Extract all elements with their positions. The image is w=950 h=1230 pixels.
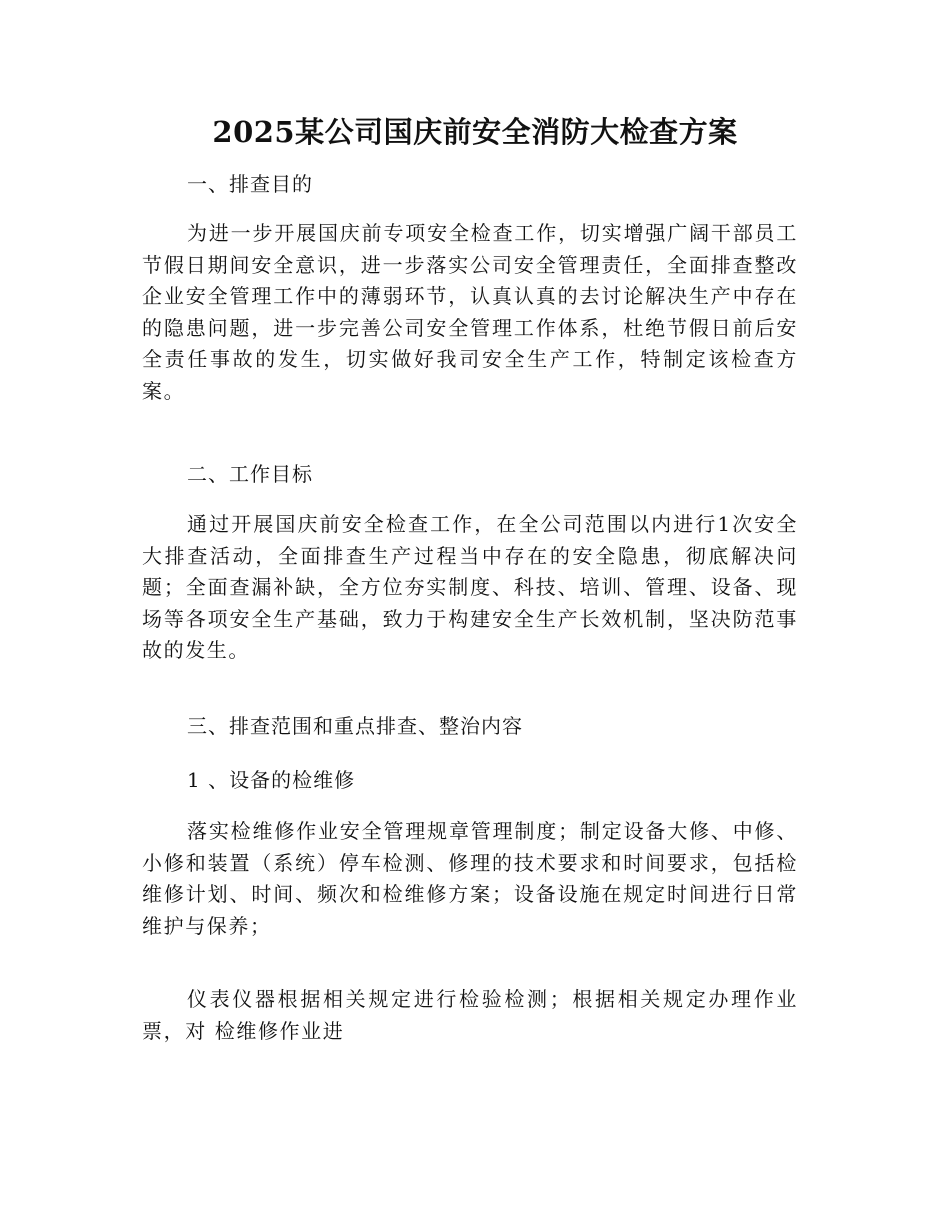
document-title: 2025某公司国庆前安全消防大检查方案: [212, 115, 738, 149]
section-paragraph-goal: 通过开展国庆前安全检查工作，在全公司范围以内进行1次安全大排查活动，全面排查生产过程当中存在的安全隐患，彻底解决问题；全面查漏补缺，全方位夯实制度、科技、培训、管理、设备、现场等各项安全生产基础，致力于构建安全生产长效机制，坚决防范事故的发生。: [142, 512, 798, 663]
section-heading-scope: 三、排查范围和重点排查、整治内容: [187, 714, 523, 738]
section-paragraph-instruments: 仪表仪器根据相关规定进行检验检测；根据相关规定办理作业票，对 检维修作业进: [142, 987, 798, 1043]
section-paragraph-purpose: 为进一步开展国庆前专项安全检查工作，切实增强广阔干部员工节假日期间安全意识，进一步落实公司安全管理责任，全面排查整改企业安全管理工作中的薄弱环节，认真认真的去讨论解决生产中存在的隐患问题，进一步完善公司安全管理工作体系，杜绝节假日前后安全责任事故的发生，切实做好我司安全生产工作，特制定该检查方案。: [142, 221, 798, 403]
section-paragraph-equipment: 落实检维修作业安全管理规章管理制度；制定设备大修、中修、小修和装置（系统）停车检测、修理的技术要求和时间要求，包括检维修计划、时间、频次和检维修方案；设备设施在规定时间进行日常维护与保养；: [142, 819, 798, 938]
section-heading-purpose: 一、排查目的: [187, 172, 313, 196]
section-heading-equipment: 1 、设备的检维修: [187, 768, 356, 792]
section-heading-goal: 二、工作目标: [187, 462, 313, 486]
